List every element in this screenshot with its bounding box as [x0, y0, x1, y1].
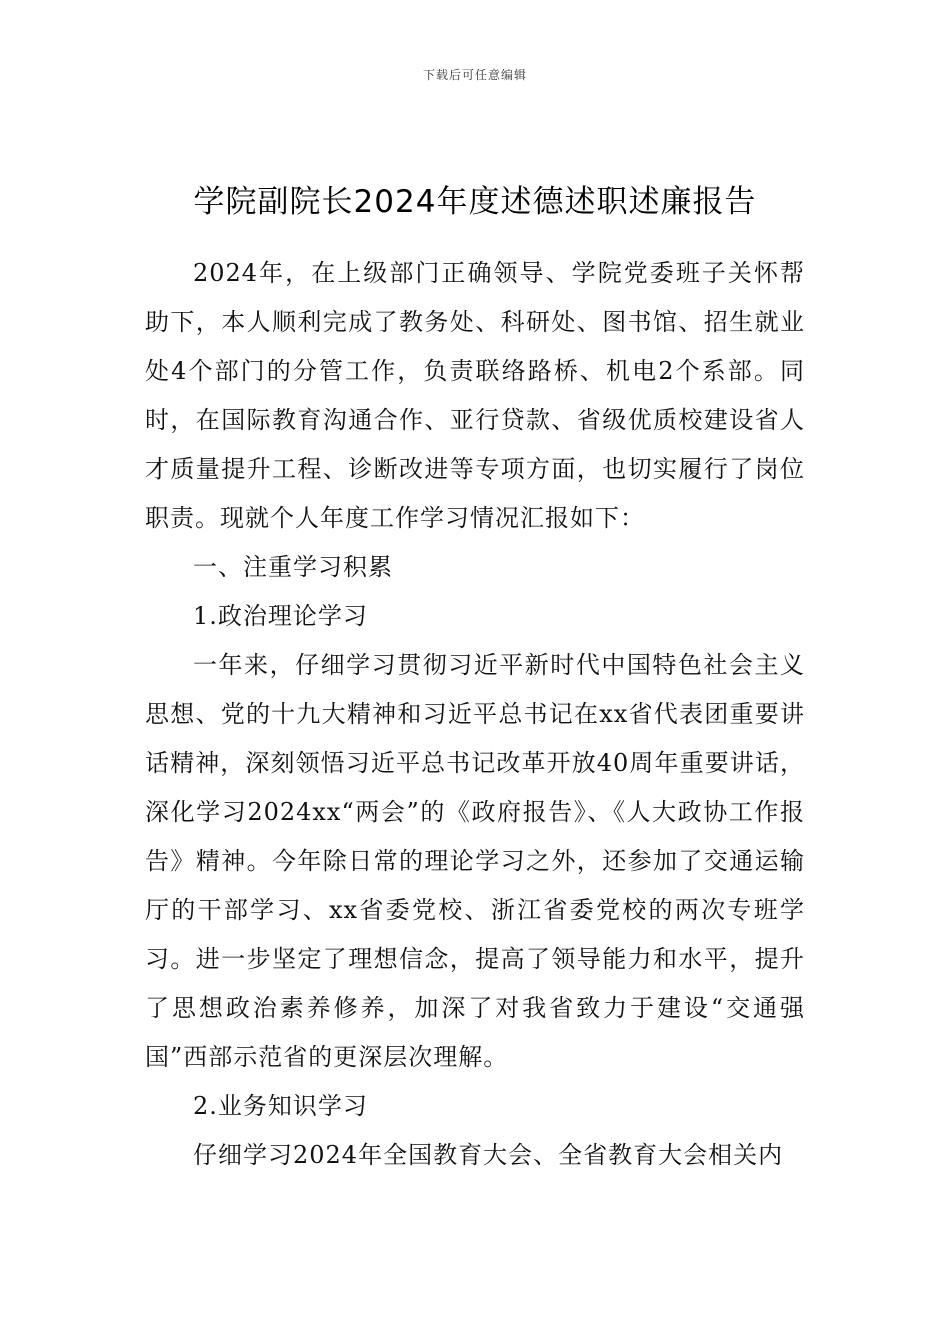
- document-title: 学院副院长2024年度述德述职述廉报告: [193, 184, 757, 220]
- subsection-heading-2: 2.业务知识学习: [193, 1092, 368, 1120]
- section-heading-1: 一、注重学习积累: [193, 553, 393, 581]
- paragraph-political-study: 一年来，仔细学习贯彻习近平新时代中国特色社会主义思想、党的十九大精神和习近平总书记在xx省代表团重要讲话精神，深刻领悟习近平总书记改革开放40周年重要讲话，深化学习2024xx“两会”的《政府报告》、《人大政协工作报告》精神。今年除日常的理论学习之外，还参加了交通运输厅的干部学习、xx省委党校、浙江省委党校的两次专班学习。进一步坚定了理想信念，提高了领导能力和水平，提升了思想政治素养修养，加深了对我省致力于建设“交通强国”西部示范省的更深层次理解。: [145, 651, 805, 1071]
- paragraph-business-study: 仔细学习2024年全国教育大会、全省教育大会相关内: [193, 1141, 784, 1169]
- header-note: 下载后可任意编辑: [422, 68, 527, 82]
- document-body: [145, 249, 805, 1180]
- subsection-heading-1: 1.政治理论学习: [193, 602, 368, 630]
- paragraph-intro: 2024年，在上级部门正确领导、学院党委班子关怀帮助下，本人顺利完成了教务处、科研处、图书馆、招生就业处4个部门的分管工作，负责联络路桥、机电2个系部。同时，在国际教育沟通合作、亚行贷款、省级优质校建设省人才质量提升工程、诊断改进等专项方面，也切实履行了岗位职责。现就个人年度工作学习情况汇报如下：: [145, 259, 805, 532]
